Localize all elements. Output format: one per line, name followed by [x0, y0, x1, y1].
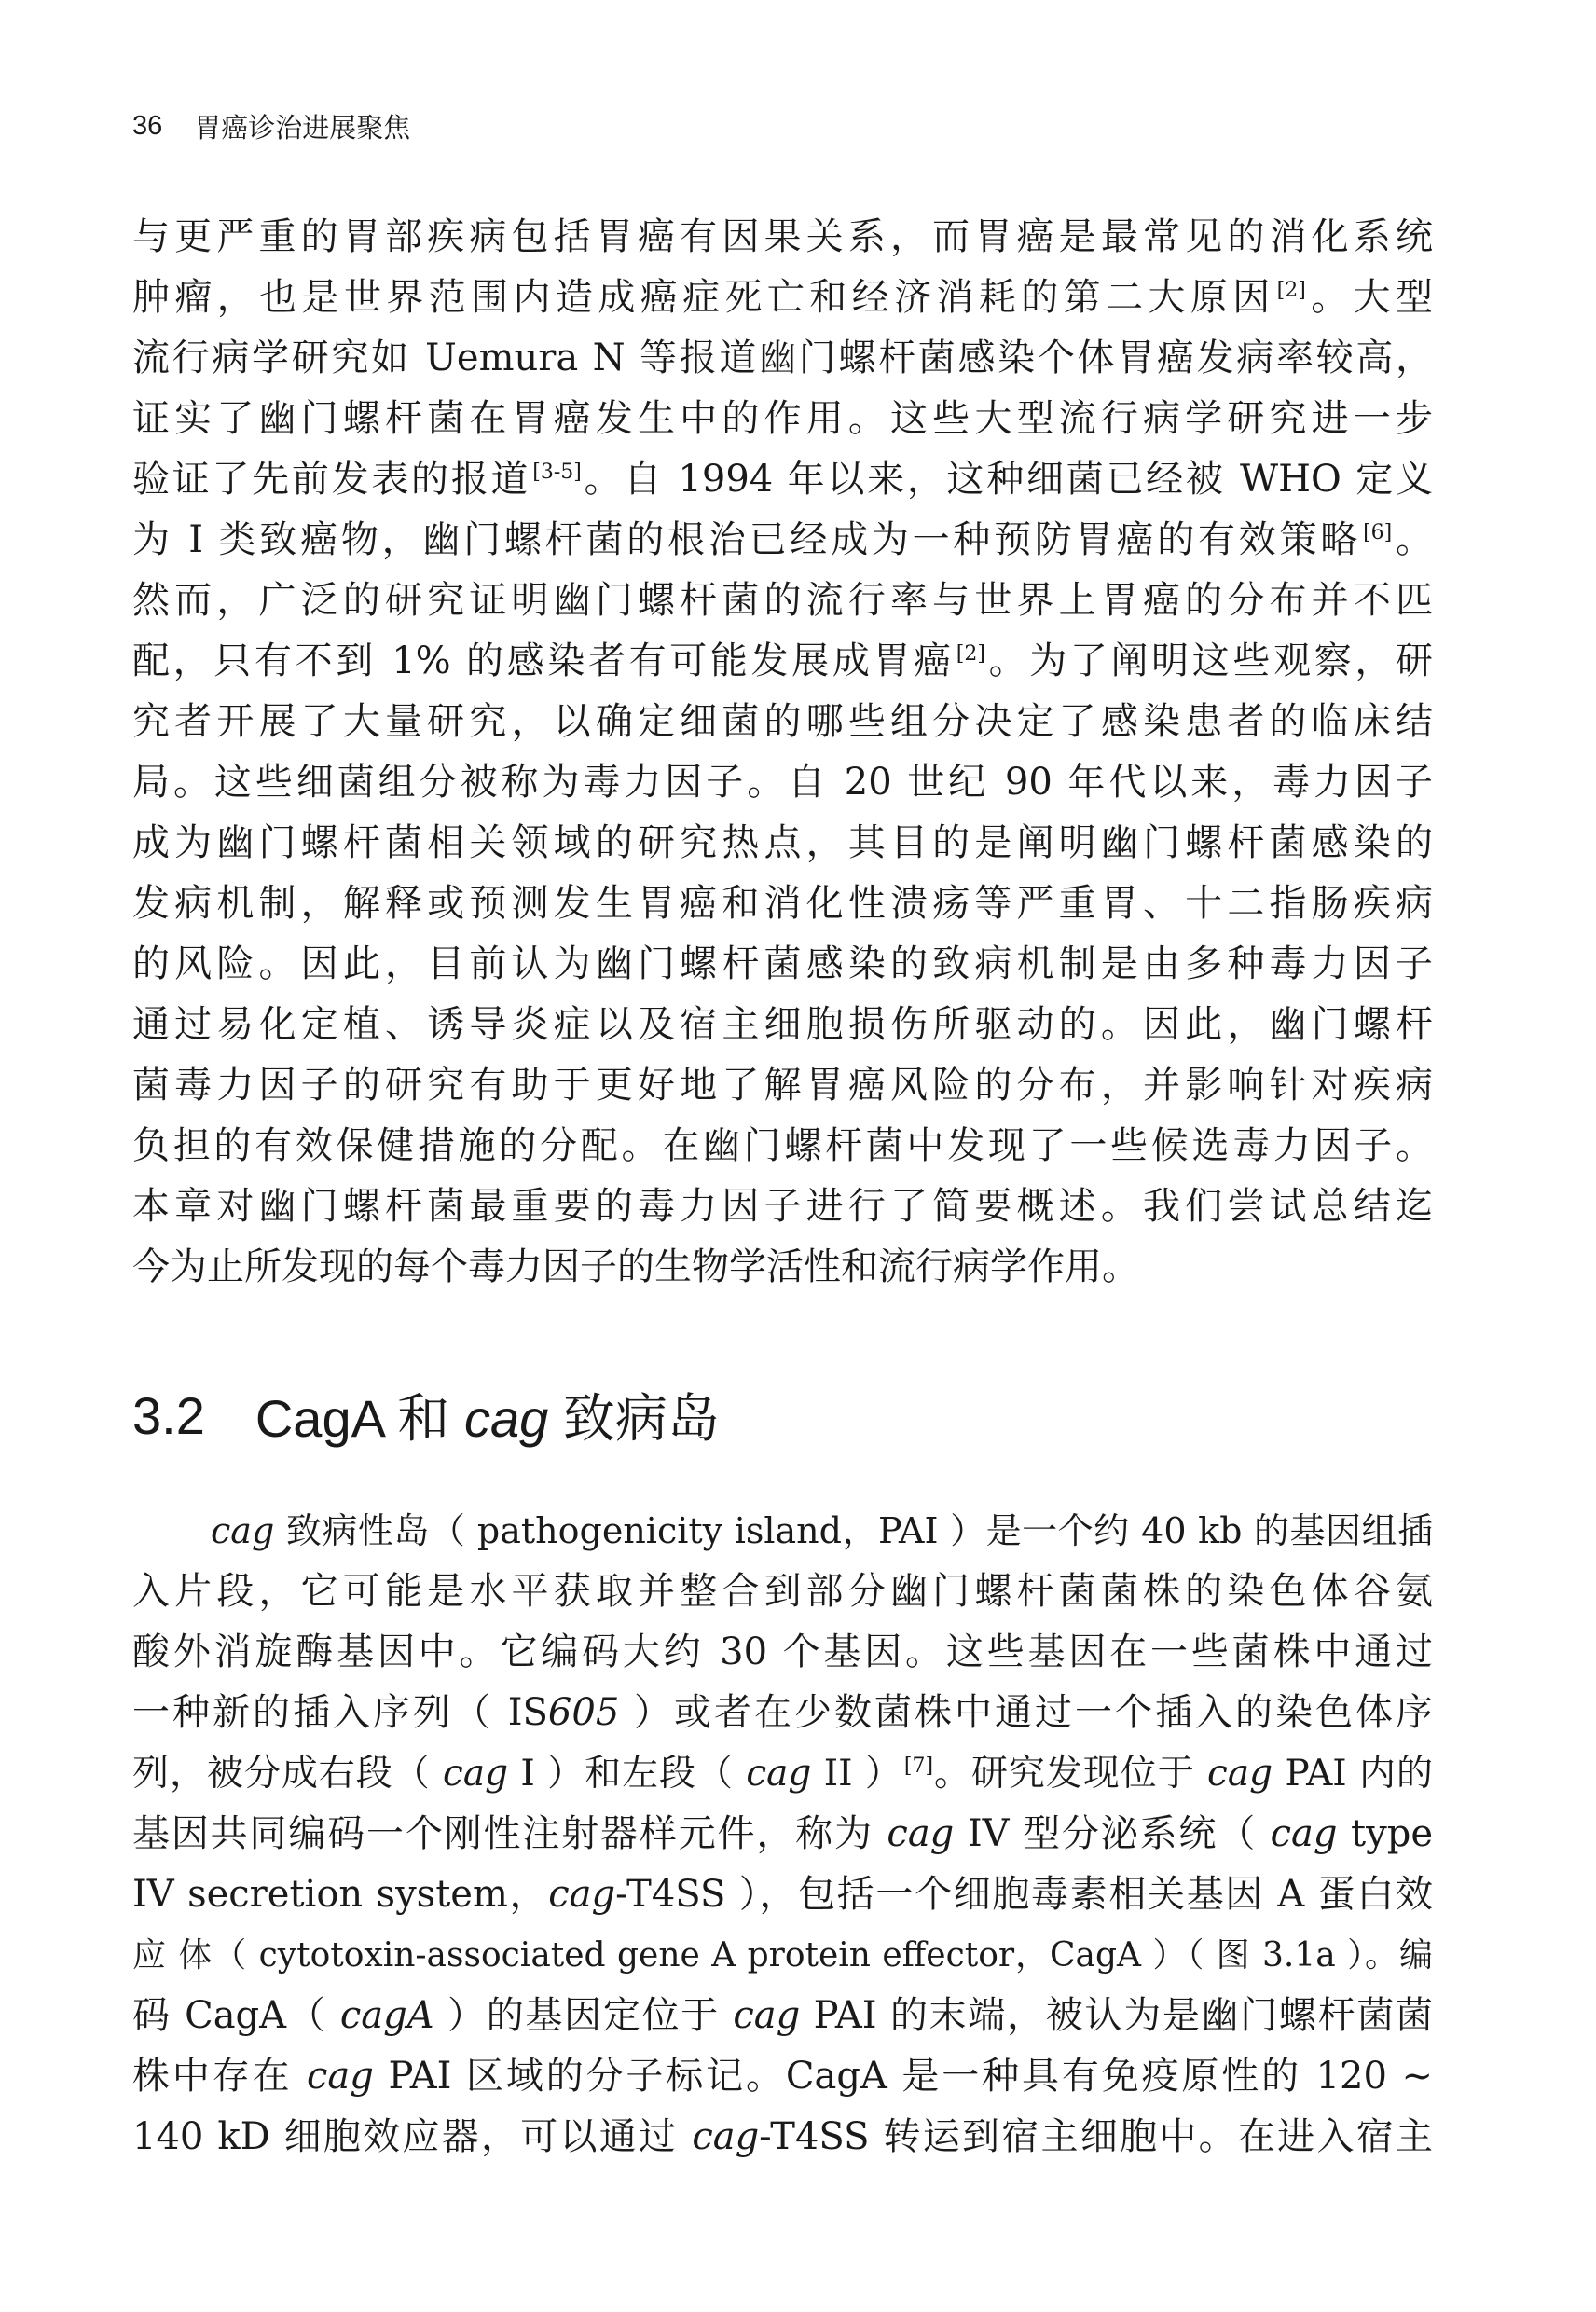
text-line: 证实了幽门螺杆菌在胃癌发生中的作用。这些大型流行病学研究进一步: [132, 397, 1433, 440]
text-line: IV secretion system，cag-T4SS ），包括一个细胞毒素相关基因 A 蛋白效: [132, 1873, 1433, 1916]
text-line: 列，被分成右段（ cag I ）和左段（ cag II ）[7]。研究发现位于 cag PAI 内的: [132, 1753, 1433, 1795]
body-paragraph-2: [132, 1501, 1433, 2168]
text-line: cag 致病性岛（ pathogenicity island，PAI ）是一个约 40 kb 的基因组插: [211, 1510, 1433, 1551]
text-line: 基因共同编码一个刚性注射器样元件，称为 cag IV 型分泌系统（ cag type: [132, 1812, 1433, 1855]
text-line: 负担的有效保健措施的分配。在幽门螺杆菌中发现了一些候选毒力因子。: [132, 1124, 1433, 1167]
body-paragraph-1: [132, 207, 1433, 1298]
text-line: 配，只有不到 1% 的感染者有可能发展成胃癌[2]。为了阐明这些观察，研: [132, 640, 1433, 682]
text-line: 局。这些细菌组分被称为毒力因子。自 20 世纪 90 年代以来，毒力因子: [132, 761, 1433, 804]
running-head: [132, 107, 410, 144]
text-line: 酸外消旋酶基因中。它编码大约 30 个基因。这些基因在一些菌株中通过: [132, 1631, 1433, 1673]
text-line: 一种新的插入序列（ IS605 ）或者在少数菌株中通过一个插入的染色体序: [132, 1691, 1433, 1734]
text-line: 通过易化定植、诱导炎症以及宿主细胞损伤所驱动的。因此，幽门螺杆: [132, 1003, 1433, 1046]
text-line: 肿瘤，也是世界范围内造成癌症死亡和经济消耗的第二大原因[2]。大型: [132, 276, 1434, 319]
page-number: 36: [132, 110, 163, 141]
text-line: 140 kD 细胞效应器，可以通过 cag-T4SS 转运到宿主细胞中。在进入宿主: [132, 2115, 1433, 2158]
text-line: 发病机制，解释或预测发生胃癌和消化性溃疡等严重胃、十二指肠疾病: [132, 882, 1433, 925]
citation-ref: [6]: [1363, 521, 1393, 544]
book-title: 胃癌诊治进展聚焦: [194, 113, 411, 144]
text-line: 为 I 类致癌物，幽门螺杆菌的根治已经成为一种预防胃癌的有效策略[6]。: [132, 518, 1434, 561]
text-line: 入片段，它可能是水平获取并整合到部分幽门螺杆菌菌株的染色体谷氨: [132, 1570, 1433, 1613]
citation-ref: [7]: [903, 1755, 934, 1778]
citation-ref: [3-5]: [532, 461, 582, 484]
text-line: 与更严重的胃部疾病包括胃癌有因果关系，而胃癌是最常见的消化系统: [132, 215, 1433, 258]
section-heading: [132, 1378, 720, 1452]
text-line: 究者开展了大量研究，以确定细菌的哪些组分决定了感染患者的临床结: [132, 700, 1433, 743]
text-line: 验证了先前发表的报道[3-5]。自 1994 年以来，这种细菌已经被 WHO 定义: [132, 458, 1434, 501]
text-line: 今为止所发现的每个毒力因子的生物学活性和流行病学作用。: [132, 1245, 1139, 1288]
citation-ref: [2]: [956, 642, 985, 666]
text-line: 码 CagA（ cagA ）的基因定位于 cag PAI 的末端，被认为是幽门螺杆菌菌: [132, 1994, 1434, 2037]
text-line: 应 体（ cytotoxin-associated gene A protein effector，CagA ）（ 图 3.1a ）。编: [132, 1936, 1433, 1975]
text-line: 菌毒力因子的研究有助于更好地了解胃癌风险的分布，并影响针对疾病: [132, 1064, 1433, 1107]
section-title: CagA 和 cag 致病岛: [255, 1389, 720, 1448]
text-line: 成为幽门螺杆菌相关领域的研究热点，其目的是阐明幽门螺杆菌感染的: [132, 821, 1433, 864]
citation-ref: [2]: [1276, 279, 1306, 302]
text-line: 流行病学研究如 Uemura N 等报道幽门螺杆菌感染个体胃癌发病率较高，: [132, 337, 1433, 379]
section-number: 3.2: [132, 1385, 205, 1445]
text-line: 本章对幽门螺杆菌最重要的毒力因子进行了简要概述。我们尝试总结迄: [132, 1185, 1433, 1228]
text-line: 的风险。因此，目前认为幽门螺杆菌感染的致病机制是由多种毒力因子: [132, 943, 1433, 985]
text-line: 然而，广泛的研究证明幽门螺杆菌的流行率与世界上胃癌的分布并不匹: [132, 579, 1433, 622]
text-line: 株中存在 cag PAI 区域的分子标记。CagA 是一种具有免疫原性的 120 ~: [132, 2055, 1434, 2098]
